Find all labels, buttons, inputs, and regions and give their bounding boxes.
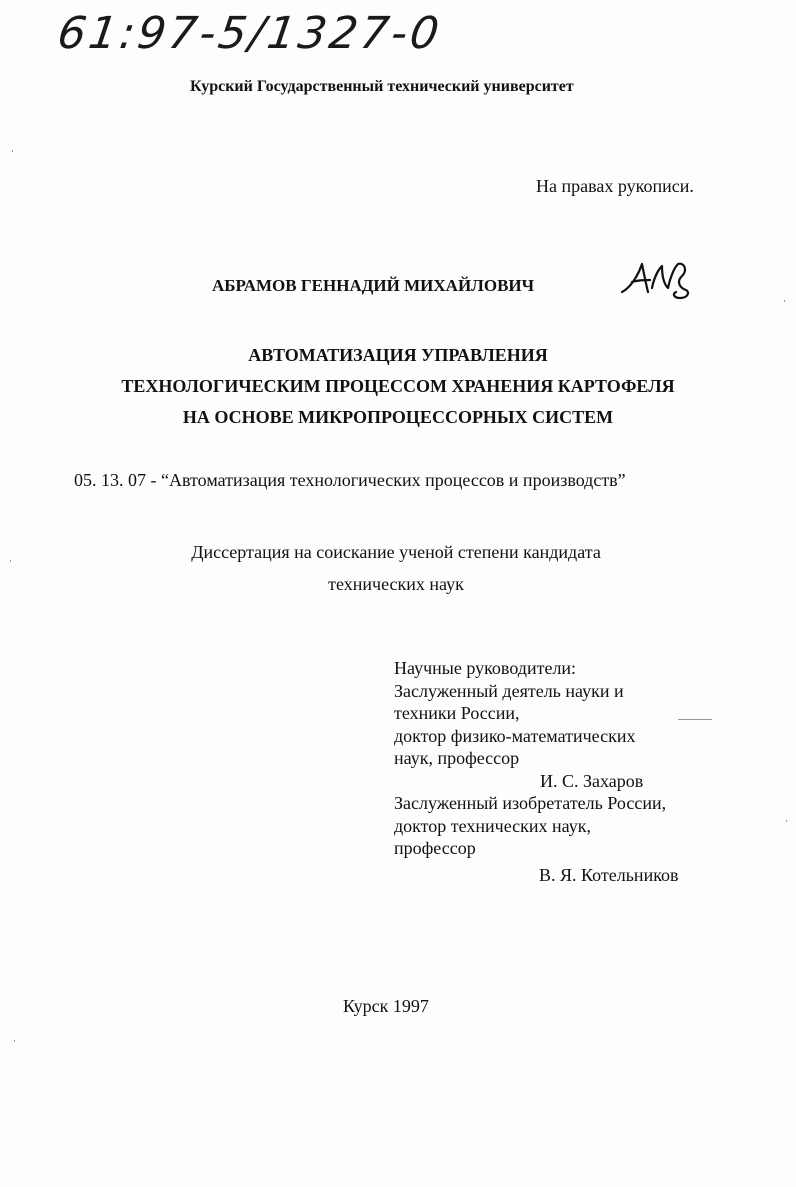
author-name: АБРАМОВ ГЕННАДИЙ МИХАЙЛОВИЧ bbox=[212, 276, 535, 295]
advisor-name: И. С. Захаров bbox=[540, 770, 644, 791]
title-line: НА ОСНОВЕ МИКРОПРОЦЕССОРНЫХ СИСТЕМ bbox=[182, 407, 614, 427]
advisor-title-line: доктор физико-математических bbox=[394, 725, 636, 746]
degree-statement bbox=[96, 536, 696, 600]
scan-artifact bbox=[786, 820, 787, 822]
scan-artifact bbox=[12, 150, 13, 152]
advisor-title-line: наук, профессор bbox=[394, 748, 520, 768]
advisors-heading: Научные руководители: bbox=[394, 658, 577, 678]
author-signature-icon bbox=[618, 258, 698, 302]
manuscript-rights-note: На правах рукописи. bbox=[536, 176, 694, 196]
advisor-title-line: доктор технических наук, bbox=[394, 815, 591, 836]
scan-artifact bbox=[10, 560, 11, 562]
dissertation-title bbox=[0, 340, 796, 433]
scan-artifact bbox=[678, 719, 712, 720]
archive-number-handwritten: 61:97-5/1327-0 bbox=[54, 8, 445, 59]
scan-artifact bbox=[14, 1040, 15, 1042]
advisor-title-line: техники России, bbox=[394, 703, 520, 723]
advisor-title-line: Заслуженный изобретатель России, bbox=[394, 793, 667, 813]
title-line: ТЕХНОЛОГИЧЕСКИМ ПРОЦЕССОМ ХРАНЕНИЯ КАРТОФЕЛЯ bbox=[121, 376, 675, 396]
degree-line: технических наук bbox=[328, 574, 464, 594]
specialty-code: 05. 13. 07 - “Автоматизация технологических процессов и производств” bbox=[74, 470, 626, 490]
scientific-advisors bbox=[394, 657, 679, 886]
university-name: Курский Государственный технический университет bbox=[190, 78, 574, 95]
advisor-title-line: Заслуженный деятель науки и bbox=[394, 680, 624, 701]
advisor-name: В. Я. Котельников bbox=[539, 864, 679, 885]
advisor-title-line: профессор bbox=[394, 838, 476, 858]
degree-line: Диссертация на соискание ученой степени кандидата bbox=[191, 542, 601, 562]
scan-artifact bbox=[784, 300, 785, 302]
city-and-year: Курск 1997 bbox=[343, 996, 429, 1016]
title-line: АВТОМАТИЗАЦИЯ УПРАВЛЕНИЯ bbox=[248, 345, 548, 365]
